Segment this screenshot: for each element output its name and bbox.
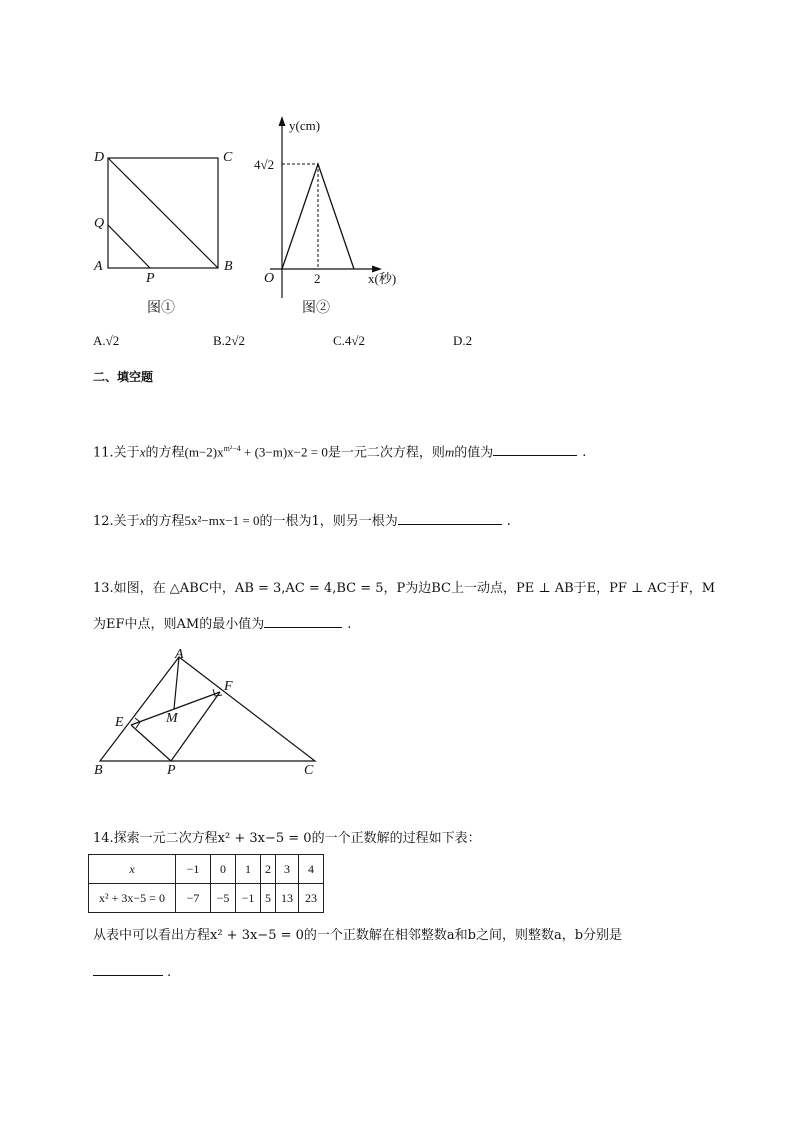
table-cell: 4 — [299, 855, 324, 884]
question-12 — [93, 512, 511, 530]
table-cell: 13 — [276, 884, 299, 913]
label-P: P — [146, 271, 155, 286]
question-14-conclusion: 从表中可以看出方程x² + 3x−5 = 0的一个正数解在相邻整数a和b之间，则整数a，b分别是 — [93, 928, 623, 943]
q11-var-m: m — [444, 444, 455, 460]
segment-am — [174, 657, 179, 709]
question-11 — [93, 441, 586, 461]
q12-suffix: 的一根为1，则另一根为 — [259, 514, 398, 529]
tri-label-B: B — [94, 763, 103, 778]
fig2-caption: 图② — [302, 300, 330, 316]
q11-answer-blank[interactable] — [493, 443, 577, 456]
tri-label-M: M — [166, 711, 178, 726]
label-B: B — [224, 259, 233, 274]
q11-var-x: x — [139, 444, 146, 460]
q11-mid1: 的方程 — [145, 445, 185, 461]
table-cell: 5 — [261, 884, 276, 913]
y-axis-label: y(cm) — [289, 118, 321, 133]
segment-pf — [171, 692, 220, 761]
option-d-value: 2 — [465, 333, 473, 348]
option-c — [333, 333, 365, 349]
option-b-value: 2√2 — [224, 333, 246, 348]
option-b — [213, 333, 245, 349]
segment-qp — [108, 225, 150, 268]
option-a — [93, 333, 119, 349]
q12-mid: 的方程 — [145, 514, 185, 529]
table-cell: 23 — [299, 884, 324, 913]
table-cell: −1 — [236, 884, 261, 913]
option-c-value: 4√2 — [344, 333, 366, 348]
q14-answer-blank[interactable] — [93, 963, 163, 976]
q12-prefix: 12.关于 — [93, 514, 140, 529]
diagonal-db — [108, 158, 218, 268]
q11-mid2: 是一元二次方程，则 — [327, 445, 445, 461]
q13-end: . — [347, 617, 352, 632]
figure-1-square — [88, 145, 248, 320]
tri-label-P: P — [167, 763, 176, 778]
table-row — [89, 855, 324, 884]
question-13-line1: 13.如图，在 △ABC中，AB = 3,AC = 4,BC = 5，P为边BC上一动点，PE ⊥ AB于E，PF ⊥ AC于F，M — [93, 581, 716, 596]
q12-var-x: x — [139, 513, 146, 528]
q12-answer-blank[interactable] — [398, 512, 502, 525]
label-A: A — [94, 259, 103, 274]
question-13-line2 — [93, 615, 351, 633]
section-title: 二、填空题 — [93, 370, 154, 384]
table-cell: 3 — [276, 855, 299, 884]
option-a-value: √2 — [105, 333, 120, 348]
q14-end: . — [167, 965, 172, 980]
q11-expr2: + (3−m)x−2 = 0 — [240, 444, 328, 460]
q11-end: . — [582, 445, 587, 461]
option-a-letter: A. — [93, 333, 106, 348]
origin-label: O — [264, 271, 275, 286]
q11-exponent: m²−4 — [223, 444, 241, 453]
figure-3-triangle — [90, 645, 330, 775]
table-cell: −1 — [176, 855, 211, 884]
fig1-caption: 图① — [147, 300, 175, 316]
label-C: C — [223, 150, 233, 165]
option-c-letter: C. — [333, 333, 345, 348]
table-cell: −5 — [211, 884, 236, 913]
table-cell: −7 — [176, 884, 211, 913]
segment-pe — [131, 725, 171, 761]
option-b-letter: B. — [213, 333, 225, 348]
y-axis-arrow — [279, 116, 286, 126]
q11-prefix: 11.关于 — [93, 445, 140, 461]
x-axis-label: x(秒) — [368, 271, 397, 286]
q12-expr: 5x²−mx−1 = 0 — [184, 513, 260, 528]
table-cell: 0 — [211, 855, 236, 884]
table-cell: 1 — [236, 855, 261, 884]
table-cell: 2 — [261, 855, 276, 884]
q13-line2-text: 为EF中点，则AM的最小值为 — [93, 617, 265, 632]
q14-table — [88, 854, 324, 913]
y-tick-label: 4√2 — [254, 157, 275, 172]
table-cell-head: x — [89, 855, 176, 884]
option-d — [453, 333, 472, 349]
question-14-intro: 14.探索一元二次方程x² + 3x−5 = 0的一个正数解的过程如下表： — [93, 831, 481, 846]
question-14-answer — [93, 963, 171, 981]
q12-end: . — [506, 514, 511, 529]
label-Q: Q — [94, 216, 105, 231]
x-tick-label: 2 — [314, 271, 321, 286]
tri-label-A: A — [175, 647, 184, 662]
tri-label-F: F — [224, 679, 233, 694]
option-d-letter: D. — [453, 333, 466, 348]
q13-answer-blank[interactable] — [264, 615, 342, 628]
tri-label-C: C — [304, 763, 314, 778]
label-D: D — [94, 150, 105, 165]
q11-expr1: (m−2)x — [184, 444, 224, 460]
q11-suffix: 的值为 — [454, 445, 494, 461]
table-cell-head: x² + 3x−5 = 0 — [89, 884, 176, 913]
tri-label-E: E — [115, 715, 124, 730]
table-row — [89, 884, 324, 913]
